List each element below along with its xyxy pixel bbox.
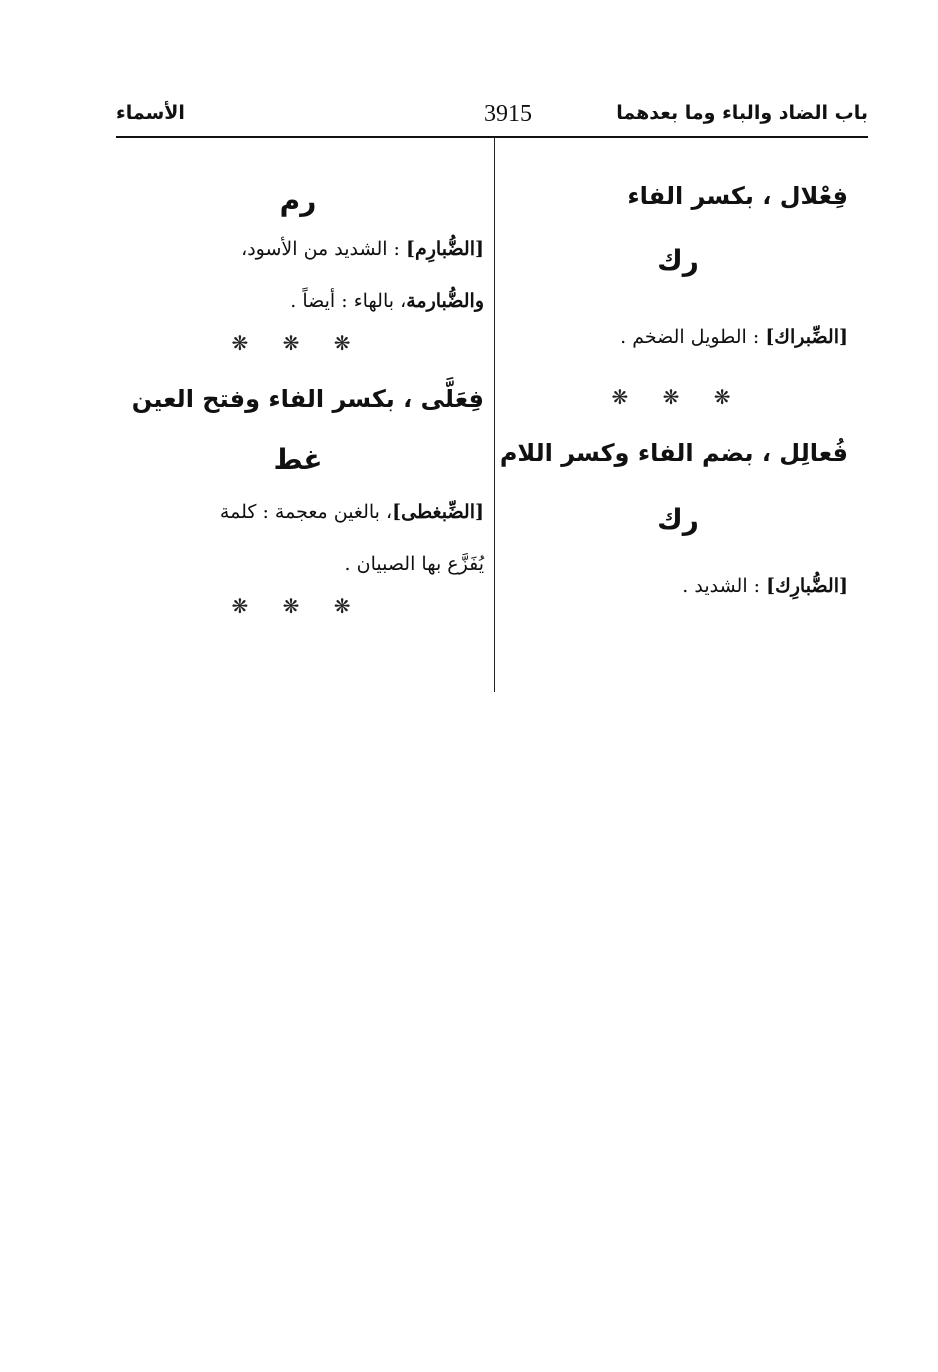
dictionary-entry [508, 311, 848, 363]
entry-headword: [الضِّبغطى] [392, 501, 484, 523]
page-number: 3915 [484, 101, 532, 127]
section-title: فُعالِل ، بضم الفاء وكسر اللام [499, 439, 848, 467]
page-header [116, 96, 868, 130]
section-title: فِعَلَّى ، بكسر الفاء وفتح العين [131, 385, 484, 413]
entry-definition: ، بالهاء : أيضاً . [290, 290, 407, 312]
left-column [112, 160, 484, 618]
root-heading: غط [273, 443, 323, 476]
dictionary-entry [112, 223, 484, 275]
root-heading: رك [657, 244, 699, 277]
dictionary-entry-continuation [112, 275, 484, 327]
dictionary-entry-continuation: يُفَزَّع بها الصبيان . [344, 553, 484, 575]
header-rule [116, 136, 868, 138]
right-column [499, 160, 848, 612]
section-label: الأسماء [116, 102, 185, 124]
dictionary-entry [508, 560, 848, 612]
entry-headword: [الضُّبارِك] [766, 575, 848, 597]
entry-definition: : الطويل الضخم . [620, 326, 766, 348]
chapter-title: باب الضاد والباء وما بعدهما [616, 102, 868, 124]
section-separator: ❋ ❋ ❋ [231, 594, 365, 618]
entry-headword: والضُّبارمة [406, 290, 484, 312]
column-divider [494, 138, 495, 692]
entry-definition: : الشديد من الأسود، [241, 238, 406, 260]
section-separator: ❋ ❋ ❋ [611, 385, 745, 409]
entry-headword: [الضُّبارِم] [406, 238, 484, 260]
entry-headword: [الضِّبراك] [765, 326, 848, 348]
section-separator: ❋ ❋ ❋ [231, 331, 365, 355]
root-heading: رم [279, 184, 317, 217]
dictionary-entry [112, 486, 484, 538]
root-heading: رك [657, 503, 699, 536]
entry-definition: : الشديد . [682, 575, 767, 597]
entry-definition: ، بالغين معجمة : كلمة [219, 501, 393, 523]
section-title: فِعْلال ، بكسر الفاء [627, 182, 848, 210]
